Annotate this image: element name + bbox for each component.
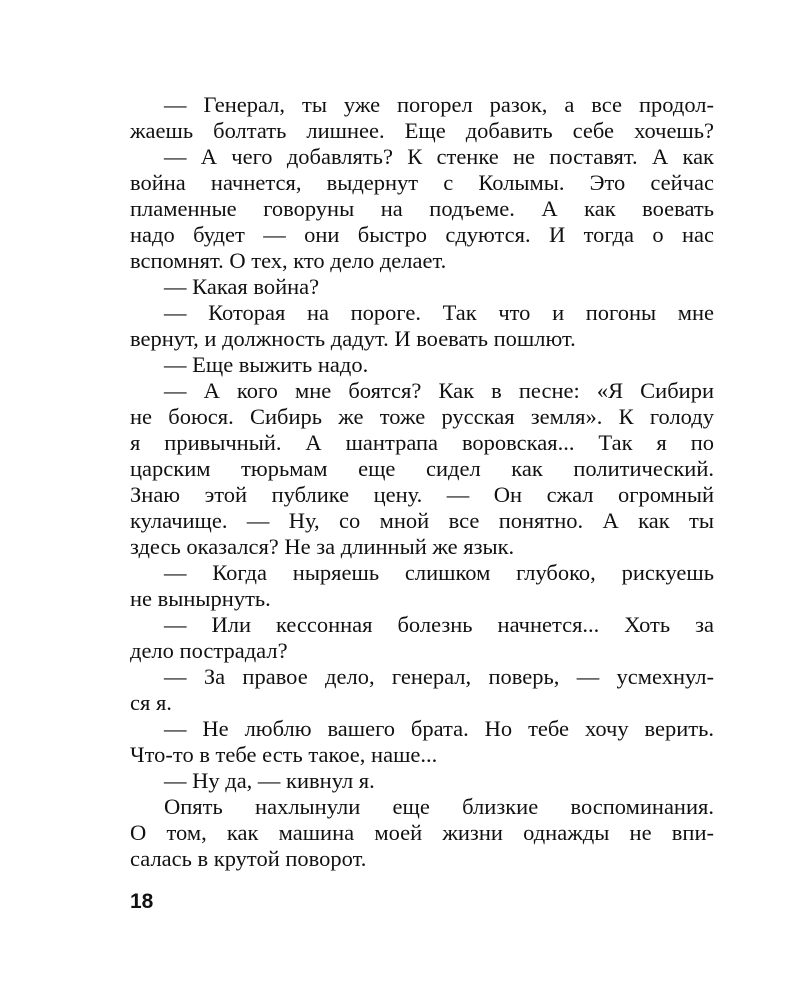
text-line: — За правое дело, генерал, поверь, — усмехнул- [164, 664, 714, 689]
text-line: дело пострадал? [130, 638, 288, 663]
text-line: — Когда ныряешь слишком глубоко, рискуешь [164, 560, 714, 585]
text-line: салась в крутой поворот. [130, 846, 367, 871]
text-line: кулачище. — Ну, со мной все понятно. А как ты [130, 508, 714, 533]
text-line: надо будет — они быстро сдуются. И тогда о нас [130, 222, 714, 247]
text-line: война начнется, выдернут с Колымы. Это сейчас [130, 170, 714, 195]
text-line: царским тюрьмам еще сидел как политический. [130, 456, 714, 481]
text-line: — Какая война? [164, 274, 320, 299]
page-text [130, 92, 714, 872]
text-line: я привычный. А шантрапа воровская... Так я по [130, 430, 714, 455]
text-line: — Генерал, ты уже погорел разок, а все продол- [164, 92, 714, 117]
text-line: — А кого мне боятся? Как в песне: «Я Сибири [164, 378, 714, 403]
text-line: — Или кессонная болезнь начнется... Хоть за [164, 612, 714, 637]
text-line: жаешь болтать лишнее. Еще добавить себе хочешь? [130, 118, 714, 143]
text-line: Знаю этой публике цену. — Он сжал огромный [130, 482, 714, 507]
text-line: здесь оказался? Не за длинный же язык. [130, 534, 515, 559]
text-line: — Которая на пороге. Так что и погоны мне [164, 300, 714, 325]
text-line: пламенные говоруны на подъеме. А как воевать [130, 196, 714, 221]
text-line: ся я. [130, 690, 172, 715]
page-number: 18 [130, 890, 154, 913]
text-line: Опять нахлынули еще близкие воспоминания. [164, 794, 714, 819]
text-line: не вынырнуть. [130, 586, 271, 611]
text-line: вернут, и должность дадут. И воевать пошлют. [130, 326, 576, 351]
text-line: — Не люблю вашего брата. Но тебе хочу верить. [164, 716, 714, 741]
text-line: Что-то в тебе есть такое, наше... [130, 742, 438, 767]
text-line: — Ну да, — кивнул я. [164, 768, 375, 793]
text-line: — Еще выжить надо. [164, 352, 369, 377]
text-line: О том, как машина моей жизни однажды не впи- [130, 820, 714, 845]
text-line: вспомнят. О тех, кто дело делает. [130, 248, 447, 273]
text-line: не боюся. Сибирь же тоже русская земля». К голоду [130, 404, 714, 429]
text-line: — А чего добавлять? К стенке не поставят. А как [164, 144, 714, 169]
